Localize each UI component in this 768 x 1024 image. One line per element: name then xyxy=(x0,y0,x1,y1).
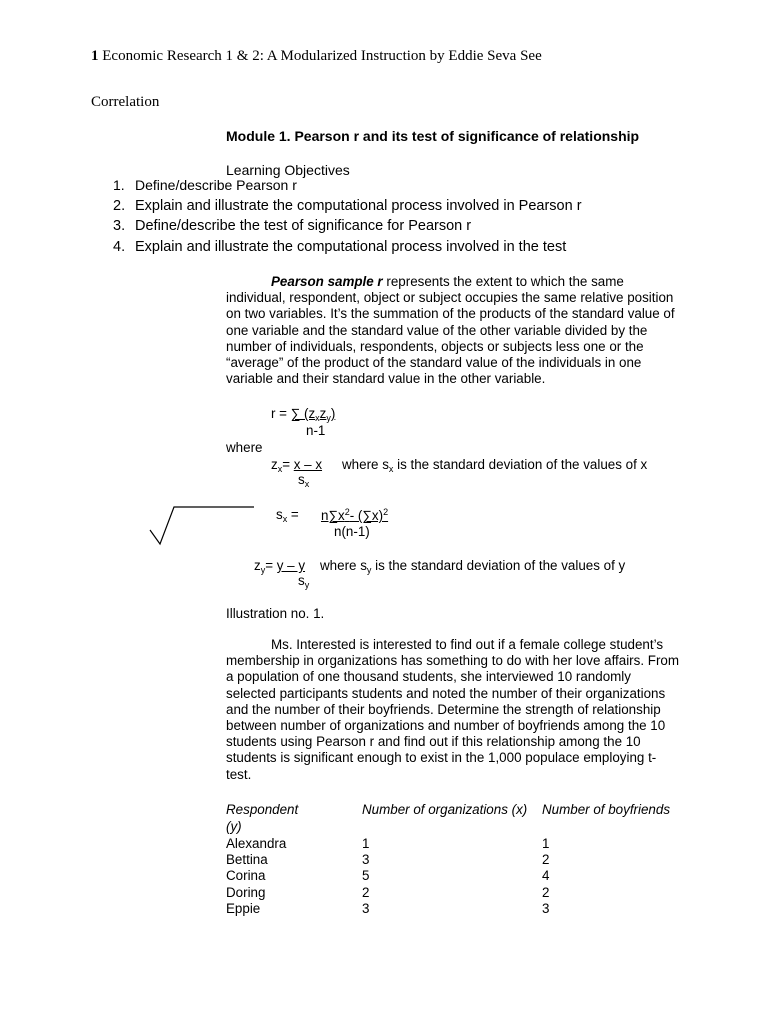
zy-formula-denominator: $s_y$ xyxy=(298,573,310,590)
zy-formula: $z_y= y - y$ xyxy=(254,558,306,575)
definition-paragraph xyxy=(226,274,681,387)
sx-formula-denominator: n(n-1) xyxy=(334,524,370,539)
illustration-paragraph: Ms. Interested is interested to find out if a female college student’s membership in organizations has something to do with her love affairs. From a population of one thousand students, she interviewed 10 randomly selected participants students and noted the number of their organizations and the number of their boyfriends. Determine the strength of relationship between number of organizations and number of boyfriends among the 10 students using Pearson r and find out if this relationship among the 10 students is significant enough to exist in the 1,000 populace employing t-test. xyxy=(226,637,680,782)
table-header-wrap: (y) xyxy=(226,819,242,834)
square-root-icon xyxy=(148,500,258,548)
document-title: Economic Research 1 & 2: A Modularized Instruction by Eddie Seva See xyxy=(102,48,542,64)
where-label: where xyxy=(226,440,263,455)
illustration-title: Illustration no. 1. xyxy=(226,606,325,621)
zx-formula-denominator: $s_x$ xyxy=(298,472,310,489)
definition-body: represents the extent to which the same individual, respondent, object or subject occupies the same relative position on two variables. It’s the summation of the products of the standard value of one variable and the standard value of the other variable divided by the number of individuals, respondents, objects or subjects less one or the “average” of the product of the standard value of the individuals in one variable and their standard value in the other variable. xyxy=(226,274,675,387)
learning-objectives-title: Learning Objectives xyxy=(226,162,350,178)
table-header-organizations: Number of organizations (x) xyxy=(362,802,528,817)
table-header-boyfriends: Number of boyfriends xyxy=(542,802,671,817)
zy-note: where $s_y$ is the standard deviation of the values of y xyxy=(320,558,626,575)
section-title: Correlation xyxy=(91,94,160,110)
zx-note: where $s_x$ is the standard deviation of the values of x xyxy=(342,457,648,474)
definition-term: Pearson sample r xyxy=(271,274,383,289)
page-number: 1 xyxy=(91,48,99,64)
module-title: Module 1. Pearson r and its test of significance of relationship xyxy=(226,128,640,144)
sx-formula-numerator: $n\sum x^2-$ $(\sum x)^2$ xyxy=(321,507,389,523)
zx-formula: $z_x= x - x$ xyxy=(271,457,323,474)
r-formula-denominator: n-1 xyxy=(306,423,326,438)
r-formula: r = ∑ $(z_xz_y)$ xyxy=(271,406,336,423)
page-header xyxy=(91,48,542,65)
table-header-respondent: Respondent xyxy=(226,802,299,817)
sx-formula-lhs: $s_x$ = xyxy=(276,507,299,524)
